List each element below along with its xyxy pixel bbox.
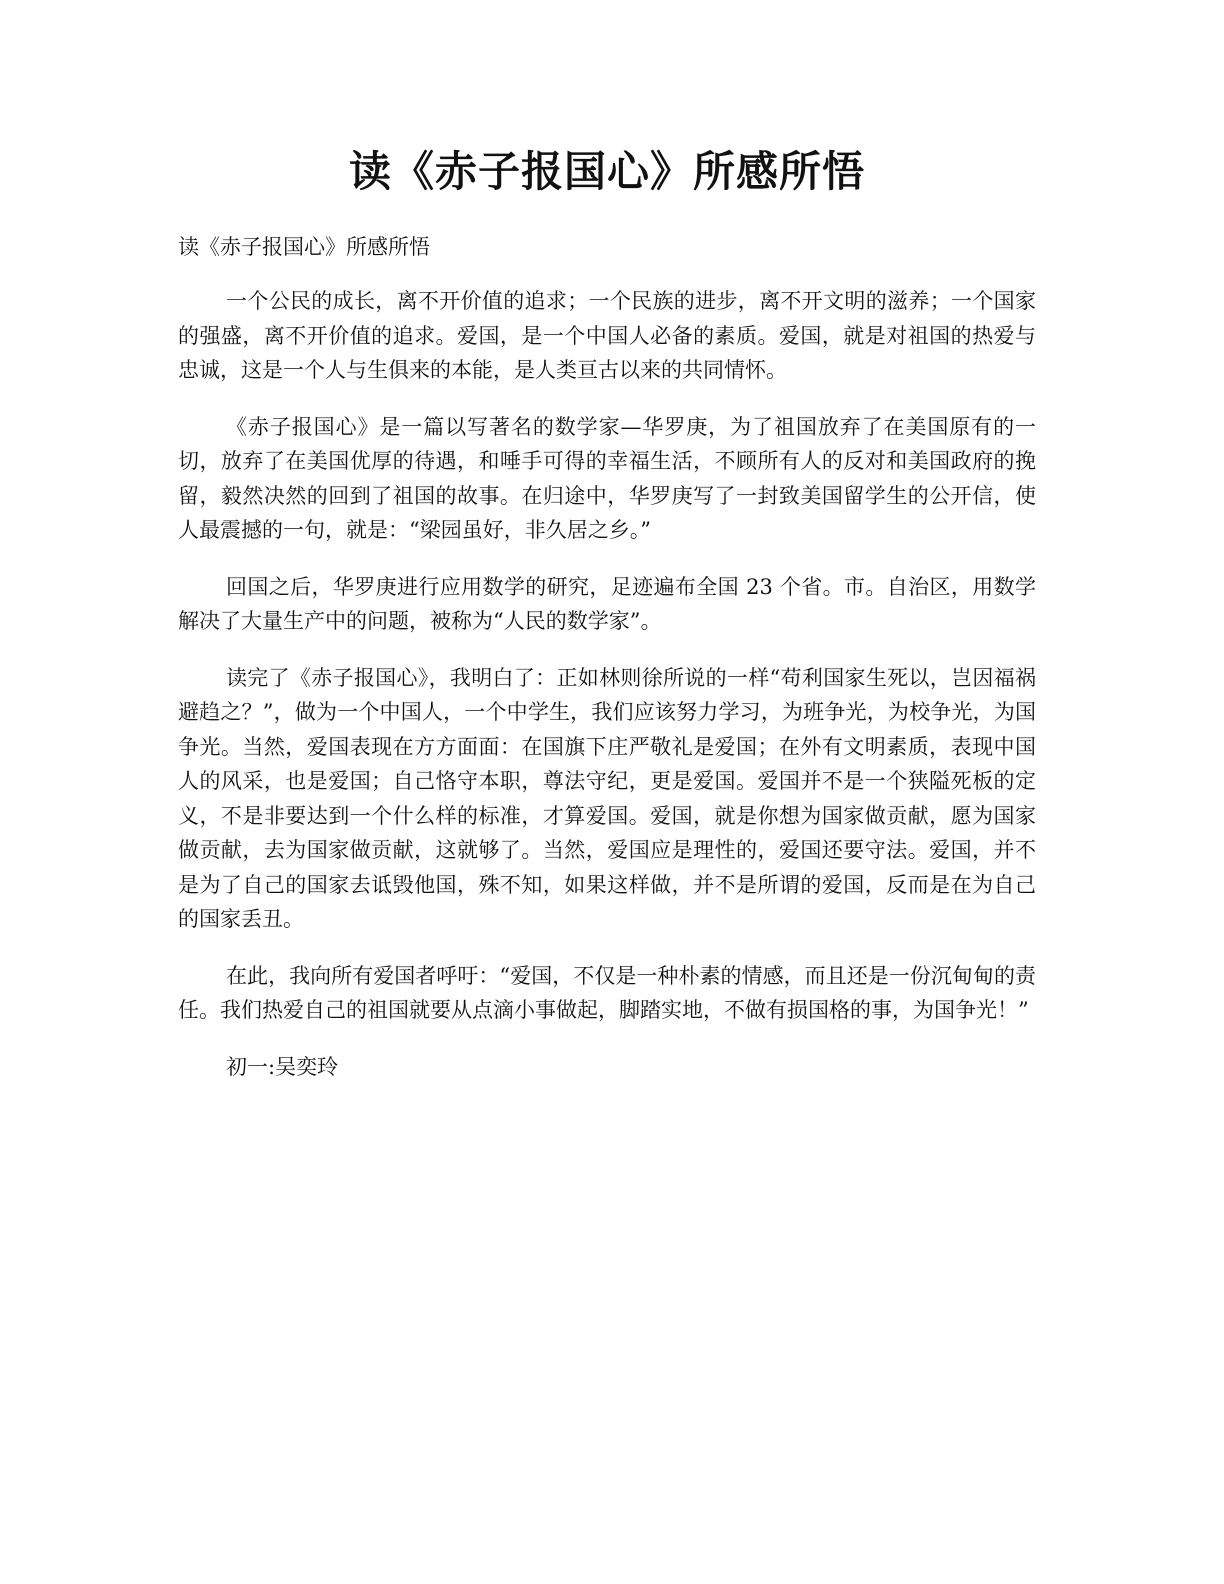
- author-signature: 初一:吴奕玲: [226, 1054, 339, 1079]
- document-subtitle: 读《赤子报国心》所感所悟: [178, 235, 430, 259]
- paragraph-4: 读完了《赤子报国心》，我明白了：正如林则徐所说的一样“苟利国家生死以，岂因福祸避趋之？”，做为一个中国人，一个中学生，我们应该努力学习，为班争光，为校争光，为国争光。当然，爱国表现在方方面面：在国旗下庄严敬礼是爱国；在外有文明素质，表现中国人的风采，也是爱国；自己恪守本职，尊法守纪，更是爱国。爱国并不是一个狭隘死板的定义，不是非要达到一个什么样的标准，才算爱国。爱国，就是你想为国家做贡献，愿为国家做贡献，去为国家做贡献，这就够了。当然，爱国应是理性的，爱国还要守法。爱国，并不是为了自己的国家去诋毁他国，殊不知，如果这样做，并不是所谓的爱国，反而是在为自己的国家丢丑。: [178, 665, 1036, 931]
- paragraph-2: 《赤子报国心》是一篇以写著名的数学家—华罗庚，为了祖国放弃了在美国原有的一切，放弃了在美国优厚的待遇，和唾手可得的幸福生活，不顾所有人的反对和美国政府的挽留，毅然决然的回到了祖国的故事。在归途中，华罗庚写了一封致美国留学生的公开信，使人最震撼的一句，就是：“梁园虽好，非久居之乡。”: [178, 414, 1036, 542]
- document-title: 读《赤子报国心》所感所悟: [348, 147, 865, 196]
- paragraph-1: 一个公民的成长，离不开价值的追求；一个民族的进步，离不开文明的滋养；一个国家的强盛，离不开价值的追求。爱国，是一个中国人必备的素质。爱国，就是对祖国的热爱与忠诚，这是一个人与生俱来的本能，是人类亘古以来的共同情怀。: [178, 289, 1036, 382]
- paragraph-3: 回国之后，华罗庚进行应用数学的研究，足迹遍布全国 23 个省。市。自治区，用数学解决了大量生产中的问题，被称为“人民的数学家”。: [178, 574, 1036, 633]
- paragraph-5: 在此，我向所有爱国者呼吁：“爱国，不仅是一种朴素的情感，而且还是一份沉甸甸的责任。我们热爱自己的祖国就要从点滴小事做起，脚踏实地，不做有损国格的事，为国争光！”: [178, 963, 1036, 1022]
- document-page: [178, 138, 1036, 1084]
